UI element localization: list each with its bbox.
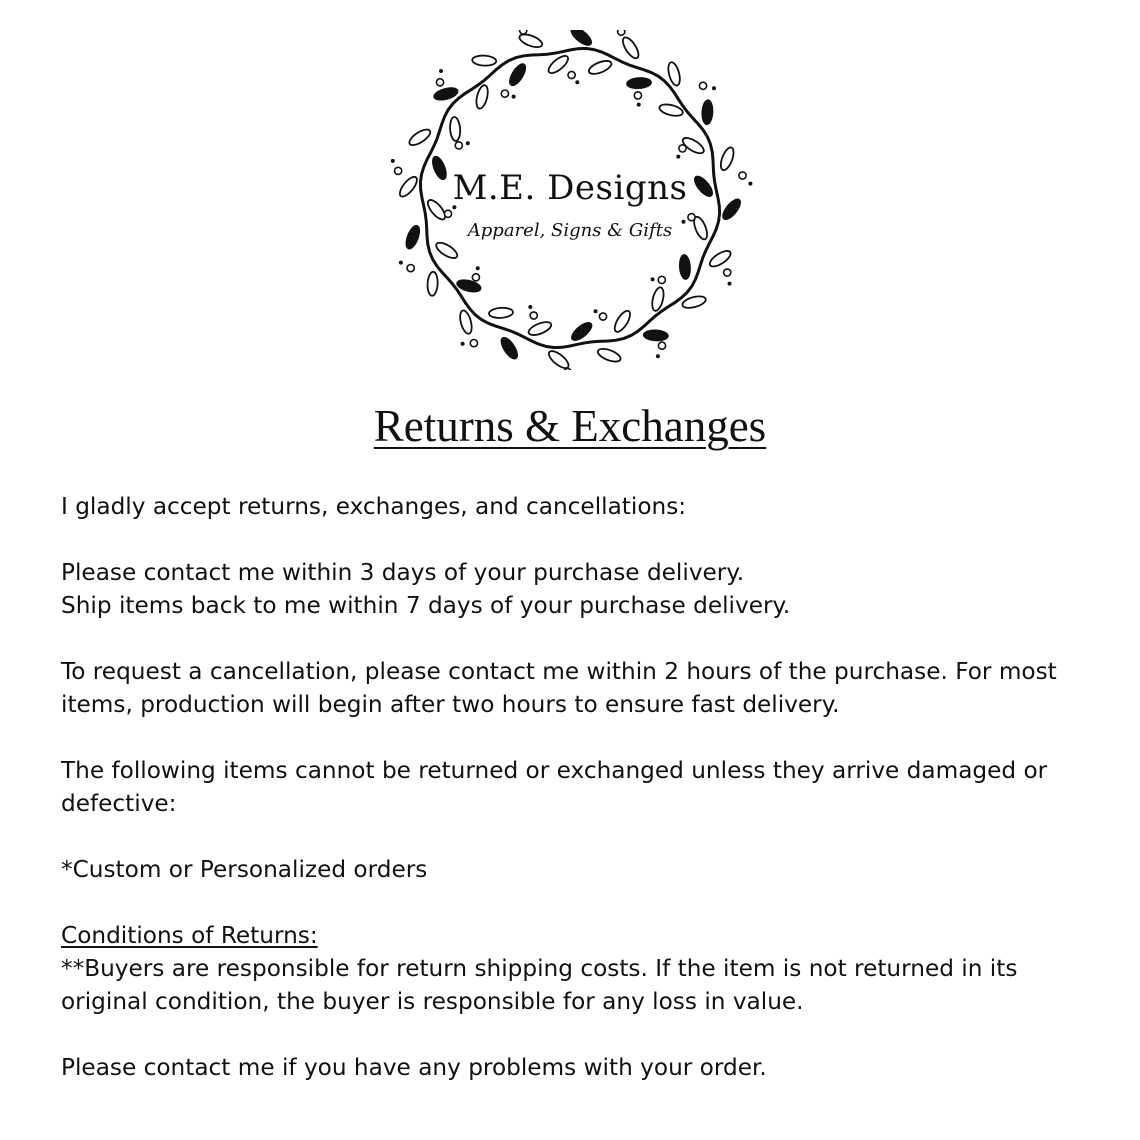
custom-items-paragraph [61, 853, 1101, 886]
contact-window-text: Please contact me within 3 days of your purchase delivery. [61, 559, 745, 586]
closing-paragraph [61, 1051, 1101, 1084]
brand-logo [385, 30, 755, 370]
brand-name: M.E. Designs [452, 168, 688, 208]
timeline-paragraph [61, 556, 1101, 622]
page-title-text: Returns & Exchanges [373, 401, 767, 451]
custom-items-text: *Custom or Personalized orders [61, 856, 428, 883]
conditions-paragraph [61, 919, 1101, 1018]
closing-text: Please contact me if you have any problems with your order. [61, 1054, 767, 1081]
conditions-line-2: original condition, the buyer is responsible for any loss in value. [61, 988, 804, 1015]
non-returnable-line-1: The following items cannot be returned or exchanged unless they arrive damaged or [61, 757, 1048, 784]
brand-tagline: Apparel, Signs & Gifts [467, 220, 673, 241]
cancellation-line-1: To request a cancellation, please contact me within 2 hours of the purchase. For most [61, 658, 1057, 685]
page-title [0, 400, 1140, 452]
non-returnable-paragraph [61, 754, 1101, 820]
intro-paragraph [61, 490, 1101, 523]
intro-text: I gladly accept returns, exchanges, and cancellations: [61, 493, 687, 520]
conditions-heading: Conditions of Returns: [61, 922, 318, 949]
cancellation-line-2: items, production will begin after two hours to ensure fast delivery. [61, 691, 840, 718]
cancellation-paragraph [61, 655, 1101, 721]
policy-content [61, 490, 1101, 1117]
ship-window-text: Ship items back to me within 7 days of your purchase delivery. [61, 592, 791, 619]
non-returnable-line-2: defective: [61, 790, 177, 817]
conditions-line-1: **Buyers are responsible for return shipping costs. If the item is not returned in its [61, 955, 1018, 982]
